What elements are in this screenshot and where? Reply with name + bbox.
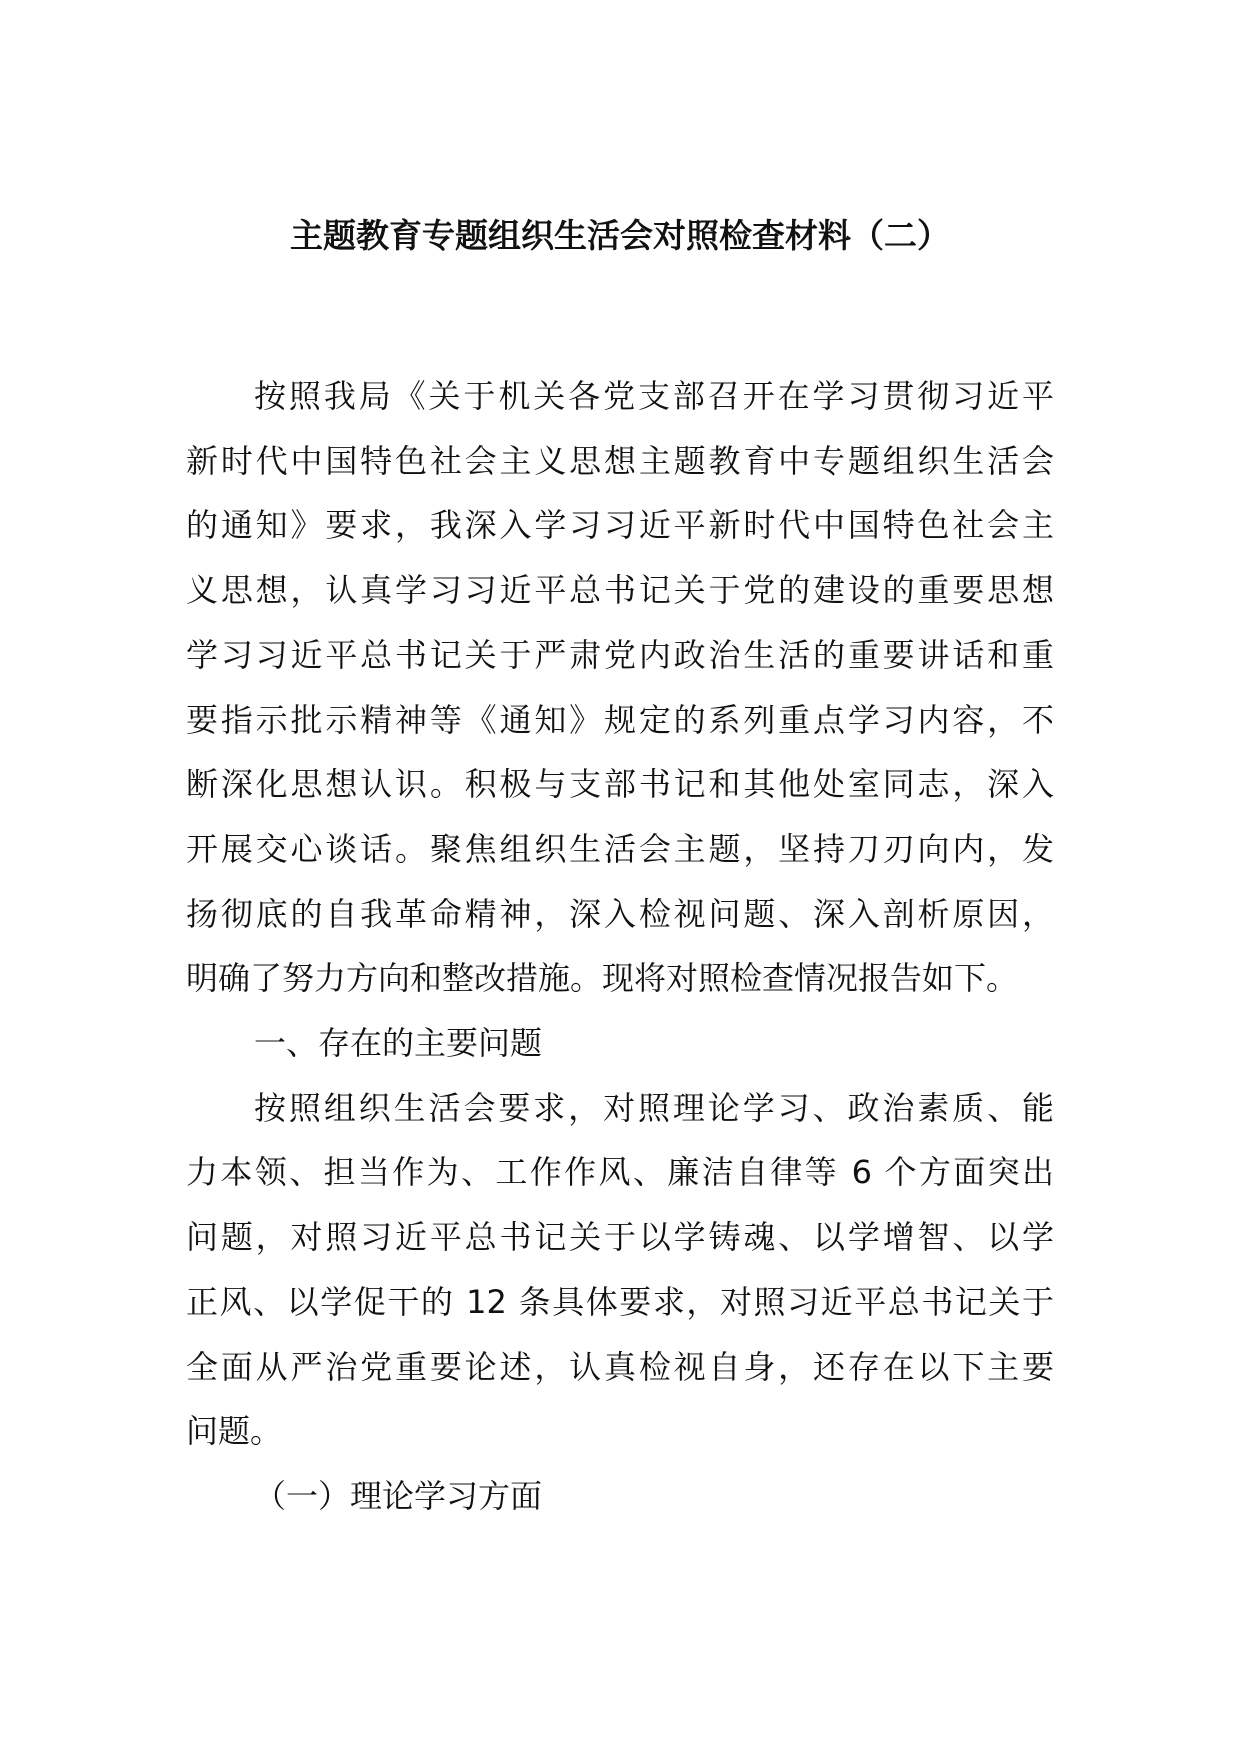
paragraph-line: 正风、以学促干的 12 条具体要求，对照习近平总书记关于: [186, 1282, 1054, 1321]
paragraph-line: 问题。: [186, 1412, 283, 1451]
paragraph-line: 问题，对照习近平总书记关于以学铸魂、以学增智、以学: [186, 1218, 1054, 1257]
paragraph-line: 学习习近平总书记关于严肃党内政治生活的重要讲话和重: [186, 635, 1054, 674]
paragraph-line: 全面从严治党重要论述，认真检视自身，还存在以下主要: [186, 1347, 1054, 1386]
problems-paragraph: [186, 1076, 1054, 1464]
subsection-heading-1: [186, 1464, 1054, 1529]
paragraph-line: 的通知》要求，我深入学习习近平新时代中国特色社会主: [186, 506, 1054, 545]
paragraph-line: 开展交心谈话。聚焦组织生活会主题，坚持刀刃向内，发: [186, 829, 1054, 868]
subsection-heading-text: （一）理论学习方面: [254, 1476, 543, 1515]
paragraph-line: 扬彻底的自我革命精神，深入检视问题、深入剖析原因，: [186, 894, 1054, 933]
intro-paragraph: [186, 364, 1054, 1011]
paragraph-line: 力本领、担当作为、工作作风、廉洁自律等 6 个方面突出: [186, 1153, 1054, 1192]
paragraph-line: 新时代中国特色社会主义思想主题教育中专题组织生活会: [186, 441, 1054, 480]
paragraph-line: 按照我局《关于机关各党支部召开在学习贯彻习近平: [254, 377, 1054, 415]
section-heading-text: 一、存在的主要问题: [254, 1024, 543, 1063]
paragraph-line: 要指示批示精神等《通知》规定的系列重点学习内容，不: [186, 700, 1054, 739]
document-body: [186, 364, 1054, 1529]
paragraph-line: 按照组织生活会要求，对照理论学习、政治素质、能: [254, 1088, 1054, 1127]
paragraph-line: 义思想，认真学习习近平总书记关于党的建设的重要思想: [186, 571, 1054, 610]
paragraph-line: 断深化思想认识。积极与支部书记和其他处室同志，深入: [186, 765, 1054, 804]
document-title: 主题教育专题组织生活会对照检查材料（二）: [290, 216, 950, 255]
section-heading-1: [186, 1011, 1054, 1076]
paragraph-line: 明确了努力方向和整改措施。现将对照检查情况报告如下。: [186, 959, 1019, 998]
